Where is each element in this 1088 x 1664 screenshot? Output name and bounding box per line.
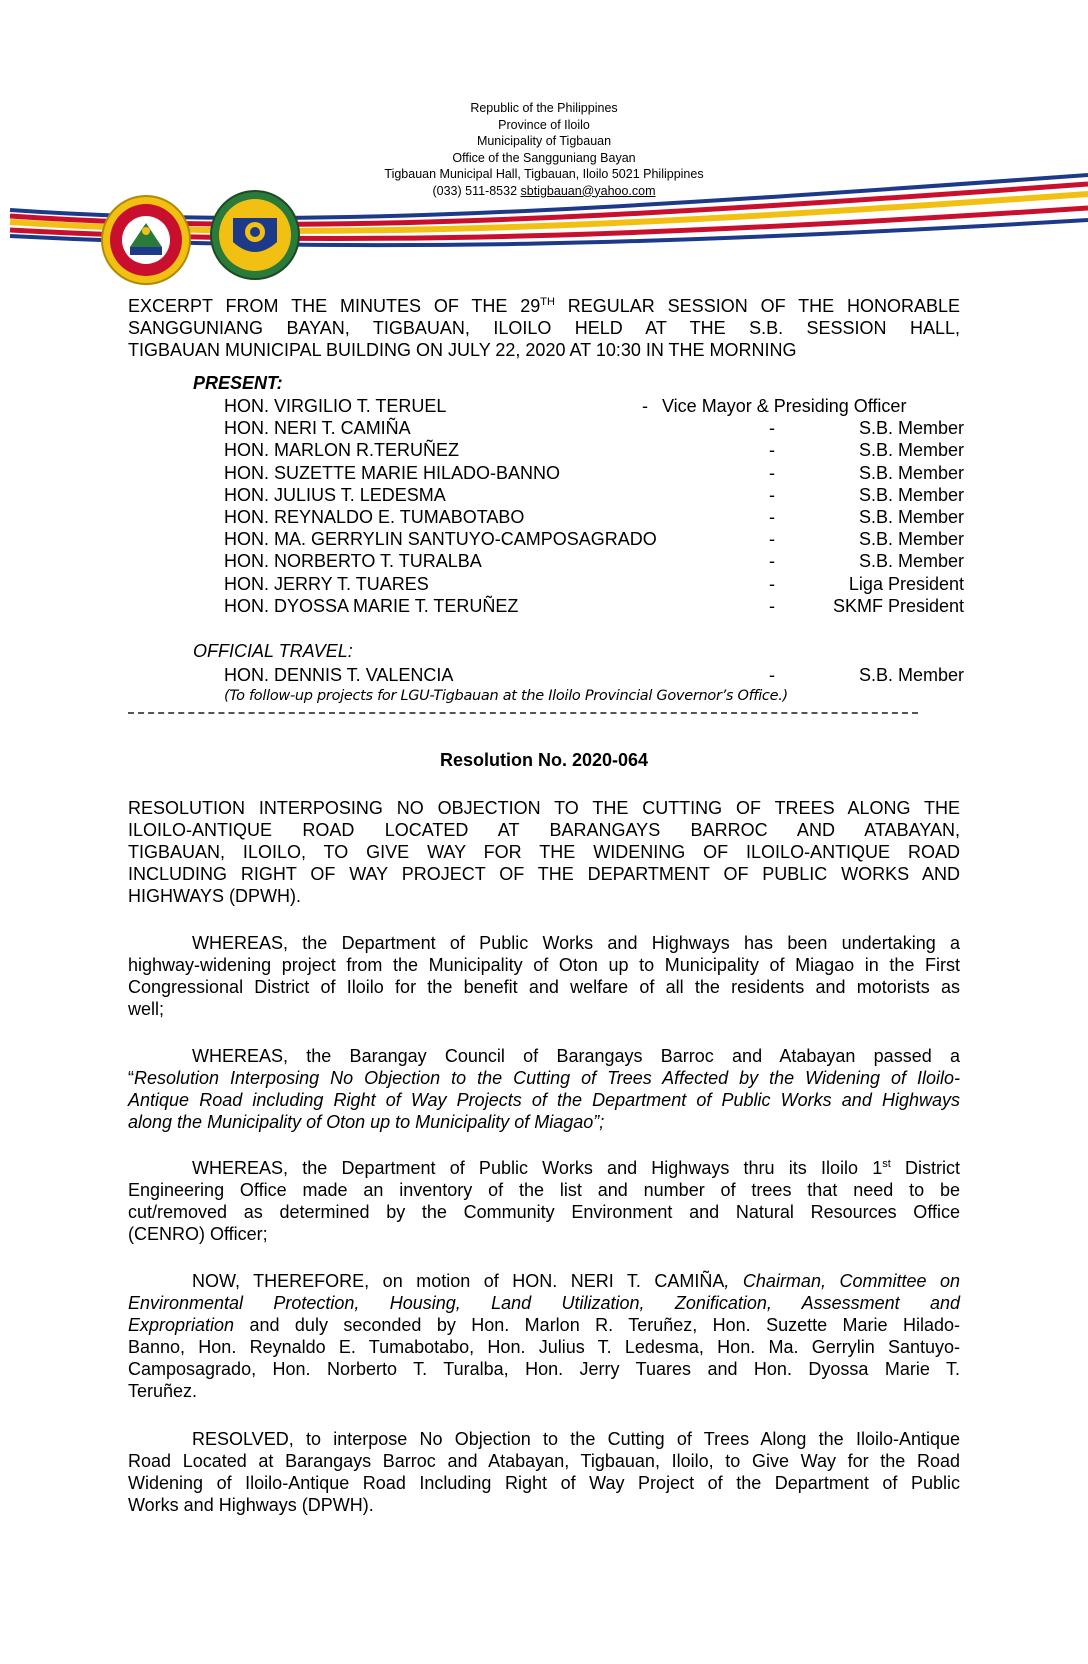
- member-row: HON. NORBERTO T. TURALBA - S.B. Member: [224, 551, 964, 572]
- letterhead-country: Republic of the Philippines: [470, 101, 618, 115]
- whereas-paragraph-1: WHEREAS, the Department of Public Works and Highways has been undertaking a highway-widening project from the Municipality of Oton up to Municipality of Miagao in the First Congressional District of Iloilo for the benefit and welfare of all the residents and motorists as well;: [128, 933, 960, 1019]
- municipal-seal-icon: [86, 195, 206, 285]
- resolved-paragraph: RESOLVED, to interpose No Objection to the Cutting of Trees Along the Iloilo-Antique Road Located at Barangays Barroc and Atabayan, Tigbauan, Iloilo, to Give Way for the Road Widening of Iloilo-Antique Road Including Right of Way Project of the Department of Public Works and Highways (DPWH).: [128, 1429, 960, 1515]
- whereas-paragraph-3: WHEREAS, the Department of Public Works and Highways thru its Iloilo 1st District Engineering Office made an inventory of the list and number of trees that need to be cut/removed as determined by the Community Environment and Natural Resources Office (CENRO) Officer;: [128, 1158, 961, 1244]
- present-member-list: [224, 395, 964, 617]
- letterhead-municipality: Municipality of Tigbauan: [476, 134, 612, 148]
- present-label: PRESENT:: [193, 373, 283, 393]
- excerpt-line-3: TIGBAUAN MUNICIPAL BUILDING ON JULY 22, 2020 AT 10:30 IN THE MORNING: [128, 340, 797, 360]
- member-row: HON. REYNALDO E. TUMABOTABO - S.B. Member: [224, 506, 964, 527]
- member-row: HON. MA. GERRYLIN SANTUYO-CAMPOSAGRADO - S.B. Member: [224, 529, 964, 550]
- letterhead-office: Office of the Sangguniang Bayan: [452, 150, 636, 165]
- excerpt-line-2: SANGGUNIANG BAYAN, TIGBAUAN, ILOILO HELD AT THE S.B. SESSION HALL,: [128, 318, 960, 338]
- letterhead-province: Province of Iloilo: [498, 117, 590, 132]
- now-therefore-paragraph: NOW, THEREFORE, on motion of HON. NERI T. CAMIÑA, Chairman, Committee on Environmental Protection, Housing, Land Utilization, Zonification, Assessment and Expropriation and duly seconded by Hon. Marlon R. Teruñez, Hon. Suzette Marie Hilado- Banno, Hon. Reynaldo E. Tumabotabo, Hon. Julius T. Ledesma, Hon. Ma. Gerrylin Santuyo- Camposagrado, Hon. Norberto T. Turalba, Hon. Jerry Tuares and Hon. Dyossa Marie T. Teruñez.: [128, 1271, 960, 1401]
- member-row: HON. SUZETTE MARIE HILADO-BANNO - S.B. Member: [224, 462, 964, 483]
- resolution-number: Resolution No. 2020-064: [439, 750, 649, 770]
- member-row: HON. DYOSSA MARIE T. TERUÑEZ - SKMF President: [224, 595, 964, 616]
- member-row: HON. JULIUS T. LEDESMA - S.B. Member: [224, 484, 964, 505]
- section-divider: [128, 712, 918, 714]
- sangguniang-bayan-seal-icon: [200, 190, 310, 280]
- official-travel-label: OFFICIAL TRAVEL:: [193, 641, 353, 661]
- letterhead-email[interactable]: sbtigbauan@yahoo.com: [520, 183, 656, 198]
- resolution-title: RESOLUTION INTERPOSING NO OBJECTION TO THE CUTTING OF TREES ALONG THE ILOILO-ANTIQUE ROAD LOCATED AT BARANGAYS BARROC AND ATABAYAN, TIGBAUAN, ILOILO, TO GIVE WAY FOR THE WIDENING OF ILOILO-ANTIQUE ROAD INCLUDING RIGHT OF WAY PROJECT OF THE DEPARTMENT OF PUBLIC WORKS AND HIGHWAYS (DPWH).: [128, 798, 960, 906]
- member-row: HON. NERI T. CAMIÑA - S.B. Member: [224, 418, 964, 439]
- member-row: HON. VIRGILIO T. TERUEL - Vice Mayor & Presiding Officer: [224, 396, 907, 416]
- member-row: HON. JERRY T. TUARES - Liga President: [224, 573, 964, 594]
- member-row: HON. MARLON R.TERUÑEZ - S.B. Member: [224, 440, 964, 461]
- letterhead-phone: (033) 511-8532: [432, 183, 518, 198]
- minutes-excerpt-heading: [128, 295, 960, 361]
- travel-note: (To follow-up projects for LGU-Tigbauan at the Iloilo Provincial Governor’s Office.): [224, 688, 788, 704]
- whereas-paragraph-2: WHEREAS, the Barangay Council of Barangays Barroc and Atabayan passed a “Resolution Interposing No Objection to the Cutting of Trees Affected by the Widening of Iloilo- Antique Road including Right of Way Projects of the Department of Public Works and Highways along the Municipality of Oton up to Municipality of Miagao”;: [128, 1046, 960, 1132]
- letterhead-address: Tigbauan Municipal Hall, Tigbauan, Iloilo 5021 Philippines: [384, 167, 704, 181]
- travel-member-row: HON. DENNIS T. VALENCIA - S.B. Member: [224, 665, 964, 685]
- excerpt-line-1: EXCERPT FROM THE MINUTES OF THE 29TH REGULAR SESSION OF THE HONORABLE: [128, 296, 960, 316]
